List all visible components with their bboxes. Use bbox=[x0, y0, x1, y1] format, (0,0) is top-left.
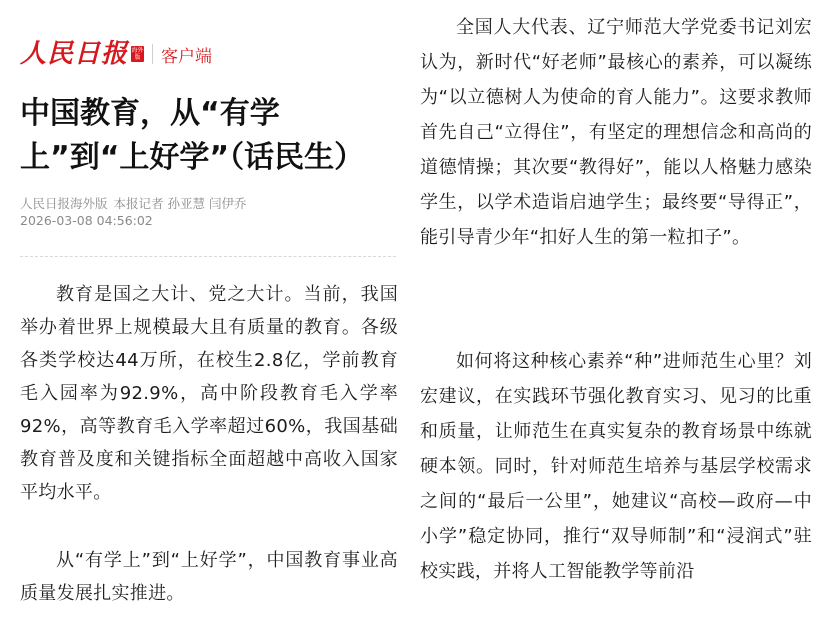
article-datetime: 2026-03-08 04:56:02 bbox=[20, 213, 153, 228]
article-headline: 中国教育，从“有学上”到“上好学”（话民生） bbox=[20, 96, 365, 175]
article-source: 人民日报海外版 bbox=[20, 196, 108, 211]
article-paragraph: 从“有学上”到“上好学”，中国教育事业高质量发展扎实推进。 bbox=[20, 550, 398, 604]
article-paragraph: 如何将这种核心素养“种”进师范生心里？刘宏建议，在实践环节强化教育实习、见习的比重和质量，让师范生在真实复杂的教育场景中练就硬本领。同时，针对师范生培养与基层学校需求之间的“最后一公里”，她建议“高校—政府—中小学”稳定协同，推行“双导师制”和“浸润式”驻校实践，并将人工智能教学等前沿 bbox=[420, 351, 812, 582]
article-reporters: 本报记者 孙亚慧 闫伊乔 bbox=[113, 196, 247, 211]
brand-divider bbox=[152, 44, 153, 64]
app-brand bbox=[20, 34, 212, 74]
client-label: 客户端 bbox=[161, 46, 213, 66]
header-divider bbox=[20, 256, 396, 257]
overseas-edition-stamp: 海外版 bbox=[131, 47, 144, 61]
people-daily-logo: 人民日报 bbox=[20, 39, 129, 69]
article-left-column bbox=[0, 0, 405, 623]
article-right-column bbox=[405, 0, 830, 623]
article-byline bbox=[20, 194, 246, 212]
article-paragraph: 全国人大代表、辽宁师范大学党委书记刘宏认为，新时代“好老师”最核心的素养，可以凝练为“以立德树人为使命的育人能力”。这要求教师首先自己“立得住”，有坚定的理想信念和高尚的道德情操；其次要“教得好”，能以人格魅力感染学生，以学术造诣启迪学生；最终要“导得正”，能引导青少年“扣好人生的第一粒扣子”。 bbox=[420, 17, 812, 248]
article-paragraph: 教育是国之大计、党之大计。当前，我国举办着世界上规模最大且有质量的教育。各级各类学校达44万所，在校生2.8亿，学前教育毛入园率为92.9%，高中阶段教育毛入学率92%，高等教育毛入学率超过60%，我国基础教育普及度和关键指标全面超越中高收入国家平均水平。 bbox=[20, 284, 398, 503]
